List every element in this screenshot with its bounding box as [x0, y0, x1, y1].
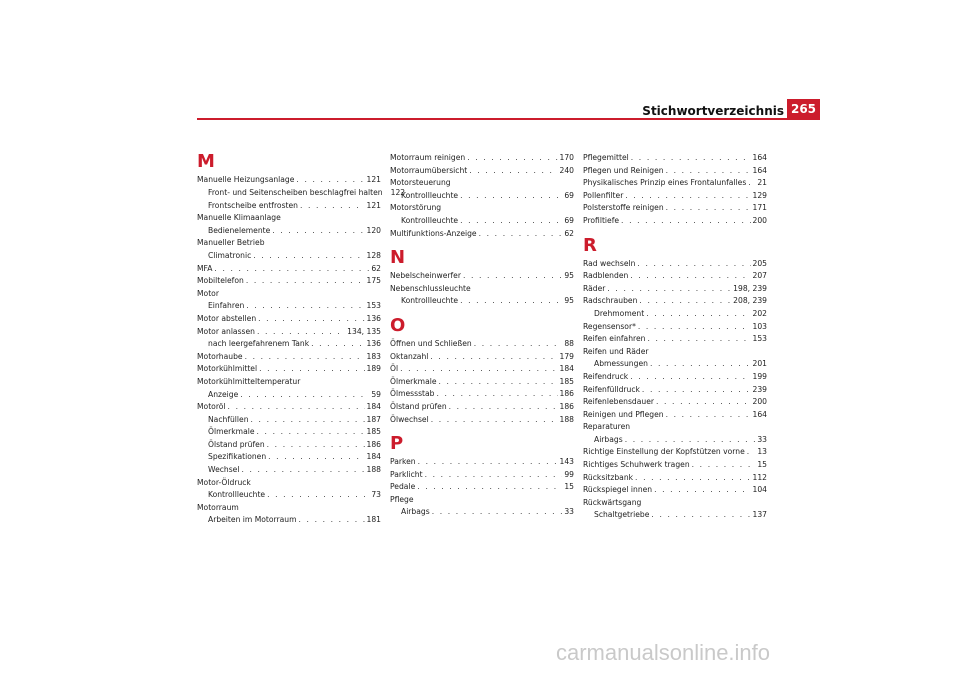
entry-page-ref[interactable]: 179: [559, 351, 574, 361]
entry-page-ref[interactable]: 175: [366, 276, 381, 286]
entry-page-ref[interactable]: 164: [752, 153, 767, 162]
page-header: [0, 0, 960, 124]
entry-page-ref[interactable]: 171: [752, 203, 767, 213]
index-subentry: [197, 514, 381, 527]
index-subentry: [390, 190, 574, 203]
entry-page-ref[interactable]: 128: [366, 250, 381, 260]
entry-term: Bedienelemente: [208, 225, 271, 235]
index-entry: [390, 177, 574, 190]
entry-term: Multifunktions-Anzeige: [390, 228, 477, 238]
entry-page-ref[interactable]: 33: [564, 507, 574, 517]
index-column-2: [390, 152, 574, 519]
index-entry: [583, 409, 767, 422]
entry-term: Motorstörung: [390, 203, 442, 213]
index-entry: [583, 283, 767, 296]
entry-term: Pflegen und Reinigen: [583, 165, 664, 175]
entry-page-ref[interactable]: 143: [559, 457, 574, 467]
index-subentry: [197, 489, 381, 502]
entry-page-ref[interactable]: 185: [366, 427, 381, 437]
entry-term: Nebenschlussleuchte: [390, 283, 471, 293]
leader-dots: [311, 338, 364, 351]
entry-term: Motoröl: [197, 402, 226, 412]
entry-term: Ölwechsel: [390, 414, 429, 424]
entry-term: Motorkühlmittel: [197, 364, 258, 374]
index-entry: [197, 313, 381, 326]
entry-page-ref[interactable]: 184: [559, 364, 574, 374]
leader-dots: [656, 396, 751, 409]
entry-page-ref[interactable]: 189: [366, 364, 381, 374]
entry-page-ref[interactable]: 88: [564, 338, 574, 348]
entry-page-ref[interactable]: 62: [564, 228, 574, 238]
index-subentry: [583, 358, 767, 371]
index-entry: [390, 152, 574, 165]
entry-term: Regensensor*: [583, 321, 636, 331]
index-entry: [197, 502, 381, 515]
entry-term: Radschrauben: [583, 296, 638, 306]
entry-term: Profiltiefe: [583, 215, 620, 225]
index-subentry: [390, 215, 574, 228]
entry-term: Spezifikationen: [208, 452, 267, 462]
leader-dots: [469, 165, 557, 178]
entry-term: Ölmerkmale: [390, 376, 437, 386]
entry-term: Reifen und Räder: [583, 346, 649, 356]
entry-term: Rückwärtsgang: [583, 497, 642, 507]
index-subentry: [197, 338, 381, 351]
section-title: Stichwortverzeichnis: [642, 104, 784, 118]
index-entry: [583, 258, 767, 271]
index-entry: [583, 152, 767, 165]
leader-dots: [631, 152, 751, 165]
entry-term: Motor abstellen: [197, 313, 257, 323]
index-entry: [390, 388, 574, 401]
leader-dots: [747, 446, 756, 459]
entry-page-ref[interactable]: 199: [752, 371, 767, 381]
leader-dots: [748, 177, 755, 190]
index-entry: [583, 270, 767, 283]
entry-term: Ölmessstab: [390, 389, 435, 399]
index-entry: [390, 469, 574, 482]
page-number-badge: 265: [787, 99, 820, 119]
entry-page-ref[interactable]: 104: [752, 485, 767, 495]
index-entry: [390, 165, 574, 178]
entry-term: Climatronic: [208, 250, 252, 260]
entry-term: Motor anlassen: [197, 326, 255, 336]
entry-term: Rückspiegel innen: [583, 485, 653, 495]
entry-term: Drehmoment: [594, 308, 645, 318]
index-subentry: [197, 200, 381, 213]
entry-page-ref[interactable]: 181: [366, 515, 381, 525]
index-entry: [390, 202, 574, 215]
entry-page-ref[interactable]: 122: [390, 187, 406, 197]
entry-page-ref[interactable]: 200: [752, 215, 767, 225]
entry-term: Manuelle Klimaanlage: [197, 213, 281, 223]
entry-term: Polsterstoffe reinigen: [583, 203, 664, 213]
entry-page-ref[interactable]: 153: [366, 301, 381, 311]
entry-term: Motorraumübersicht: [390, 165, 468, 175]
index-subentry: [197, 225, 381, 238]
leader-dots: [241, 464, 364, 477]
leader-dots: [272, 225, 364, 238]
leader-dots: [246, 275, 365, 288]
index-entry: [583, 333, 767, 346]
entry-page-ref[interactable]: 95: [564, 296, 574, 306]
leader-dots: [625, 190, 750, 203]
leader-dots: [228, 401, 365, 414]
leader-dots: [479, 228, 563, 241]
entry-term: Ölstand prüfen: [208, 439, 265, 449]
entry-page-ref[interactable]: 121: [366, 200, 381, 210]
entry-page-ref[interactable]: 198, 239: [733, 283, 767, 293]
entry-page-ref[interactable]: 120: [366, 225, 381, 235]
entry-term: Nebelscheinwerfer: [390, 271, 461, 281]
index-subentry: [583, 308, 767, 321]
entry-term: Einfahren: [208, 301, 245, 311]
index-entry: [197, 275, 381, 288]
entry-page-ref[interactable]: 15: [564, 482, 574, 492]
index-entry: [197, 363, 381, 376]
index-entry: [583, 321, 767, 334]
index-letter-heading: P: [390, 433, 404, 455]
index-subentry: [583, 434, 767, 447]
index-entry: [197, 237, 381, 250]
index-subentry: [197, 389, 381, 402]
entry-term: Motorhaube: [197, 351, 243, 361]
leader-dots: [296, 174, 364, 187]
entry-term: Rücksitzbank: [583, 472, 634, 482]
leader-dots: [625, 434, 756, 447]
leader-dots: [449, 401, 558, 414]
leader-dots: [257, 326, 345, 339]
entry-page-ref[interactable]: 103: [752, 321, 767, 331]
index-column-3: [583, 152, 767, 522]
index-entry: [197, 477, 381, 490]
entry-page-ref[interactable]: 129: [752, 190, 767, 200]
leader-dots: [630, 270, 750, 283]
index-entry: [197, 376, 381, 389]
entry-page-ref[interactable]: 21: [757, 178, 767, 188]
entry-term: Reifendruck: [583, 371, 629, 381]
entry-term: Kontrollleuchte: [208, 490, 266, 500]
leader-dots: [463, 270, 562, 283]
entry-term: Motorraum: [197, 502, 239, 512]
entry-term: Reifenlebensdauer: [583, 397, 654, 407]
index-entry: [390, 494, 574, 507]
entry-page-ref[interactable]: 99: [564, 469, 574, 479]
leader-dots: [257, 426, 365, 439]
entry-term: Motorraum reinigen: [390, 153, 466, 162]
index-letter-heading: R: [583, 234, 597, 256]
entry-page-ref[interactable]: 59: [371, 389, 381, 399]
leader-dots: [432, 506, 563, 519]
entry-page-ref[interactable]: 164: [752, 165, 767, 175]
entry-term: Reifen einfahren: [583, 334, 646, 344]
leader-dots: [299, 514, 365, 527]
entry-term: Airbags: [594, 434, 623, 444]
index-letter-heading: O: [390, 314, 406, 336]
leader-dots: [692, 459, 756, 472]
entry-term: Airbags: [401, 507, 430, 517]
index-entry: [390, 376, 574, 389]
index-subentry: [197, 414, 381, 427]
index-entry: [583, 446, 767, 459]
leader-dots: [607, 283, 731, 296]
leader-dots: [630, 371, 750, 384]
entry-page-ref[interactable]: 200: [752, 397, 767, 407]
leader-dots: [474, 338, 563, 351]
leader-dots: [650, 358, 751, 371]
entry-page-ref[interactable]: 188: [559, 414, 574, 424]
entry-term: Manuelle Heizungsanlage: [197, 175, 295, 184]
entry-term: Ölmerkmale: [208, 427, 255, 437]
entry-term: Pflege: [390, 494, 414, 504]
entry-term: Pollenfilter: [583, 190, 624, 200]
index-entry: [583, 371, 767, 384]
index-entry: [390, 401, 574, 414]
entry-term: Pflegemittel: [583, 153, 629, 162]
leader-dots: [431, 414, 558, 427]
entry-term: Räder: [583, 283, 606, 293]
leader-dots: [246, 300, 364, 313]
leader-dots: [635, 472, 750, 485]
entry-page-ref[interactable]: 205: [752, 258, 767, 268]
leader-dots: [666, 202, 751, 215]
entry-term: Schaltgetriebe: [594, 510, 650, 520]
leader-dots: [259, 363, 364, 376]
index-entry: [390, 351, 574, 364]
index-entry: [197, 401, 381, 414]
leader-dots: [460, 190, 562, 203]
index-subentry: [197, 187, 406, 200]
leader-dots: [666, 409, 751, 422]
entry-term: Motorsteuerung: [390, 178, 451, 188]
leader-dots: [651, 509, 750, 522]
leader-dots: [642, 384, 751, 397]
index-entry: [390, 363, 574, 376]
index-entry: [583, 346, 767, 359]
entry-page-ref[interactable]: 188: [366, 465, 381, 475]
entry-page-ref[interactable]: 239: [752, 384, 767, 394]
index-entry: [390, 481, 574, 494]
index-entry: [390, 456, 574, 469]
entry-page-ref[interactable]: 187: [366, 414, 381, 424]
index-subentry: [197, 464, 381, 477]
index-entry: [390, 414, 574, 427]
index-entry: [390, 270, 574, 283]
leader-dots: [647, 333, 750, 346]
index-entry: [197, 326, 381, 339]
entry-page-ref[interactable]: 121: [366, 175, 381, 184]
entry-term: Reifenfülldruck: [583, 384, 640, 394]
leader-dots: [258, 313, 364, 326]
leader-dots: [430, 351, 557, 364]
entry-term: Ölstand prüfen: [390, 401, 447, 411]
entry-term: Richtiges Schuhwerk tragen: [583, 460, 690, 470]
leader-dots: [214, 263, 369, 276]
entry-page-ref[interactable]: 164: [752, 409, 767, 419]
leader-dots: [439, 376, 558, 389]
entry-page-ref[interactable]: 183: [366, 351, 381, 361]
entry-term: Oktanzahl: [390, 351, 429, 361]
entry-page-ref[interactable]: 153: [752, 334, 767, 344]
entry-term: Kontrollleuchte: [401, 215, 459, 225]
leader-dots: [245, 351, 365, 364]
index-subentry: [197, 300, 381, 313]
watermark-text: carmanualsonline.info: [556, 640, 771, 665]
index-entry: [197, 212, 381, 225]
index-entry: [197, 351, 381, 364]
index-entry: [390, 228, 574, 241]
leader-dots: [646, 308, 750, 321]
entry-page-ref[interactable]: 208, 239: [733, 296, 767, 306]
header-divider: [197, 118, 820, 120]
entry-term: Frontscheibe entfrosten: [208, 200, 298, 210]
leader-dots: [253, 250, 364, 263]
leader-dots: [638, 321, 751, 334]
entry-term: Öffnen und Schließen: [390, 338, 472, 348]
leader-dots: [637, 258, 750, 271]
entry-page-ref[interactable]: 69: [564, 215, 574, 225]
leader-dots: [460, 295, 562, 308]
index-entry: [583, 177, 767, 190]
index-entry: [583, 202, 767, 215]
index-entry: [583, 484, 767, 497]
entry-page-ref[interactable]: 185: [559, 376, 574, 386]
leader-dots: [460, 215, 562, 228]
entry-term: Richtige Einstellung der Kopfstützen vorne: [583, 447, 745, 457]
entry-term: Kontrollleuchte: [401, 296, 459, 306]
entry-term: Nachfüllen: [208, 414, 249, 424]
index-entry: [583, 459, 767, 472]
entry-term: Reparaturen: [583, 422, 631, 432]
entry-page-ref[interactable]: 69: [564, 190, 574, 200]
entry-page-ref[interactable]: 95: [564, 271, 574, 281]
entry-page-ref[interactable]: 202: [752, 308, 767, 318]
entry-page-ref[interactable]: 201: [752, 359, 767, 369]
entry-page-ref[interactable]: 112: [752, 472, 767, 482]
index-entry: [197, 263, 381, 276]
entry-page-ref[interactable]: 184: [366, 402, 381, 412]
entry-term: Anzeige: [208, 389, 239, 399]
index-entry: [583, 497, 767, 510]
entry-page-ref[interactable]: 137: [752, 510, 767, 520]
leader-dots: [267, 439, 365, 452]
entry-page-ref[interactable]: 186: [559, 401, 574, 411]
leader-dots: [300, 200, 365, 213]
entry-term: Front- und Seitenscheiben beschlagfrei halten: [208, 187, 383, 197]
index-subentry: [197, 426, 381, 439]
entry-page-ref[interactable]: 186: [559, 389, 574, 399]
entry-term: Motor: [197, 288, 219, 298]
entry-term: Wechsel: [208, 465, 240, 475]
index-subentry: [583, 509, 767, 522]
index-letter-heading: M: [197, 151, 215, 172]
leader-dots: [268, 451, 364, 464]
entry-page-ref[interactable]: 136: [366, 313, 381, 323]
index-entry: [583, 165, 767, 178]
leader-dots: [467, 152, 557, 165]
entry-term: Mobiltelefon: [197, 276, 244, 286]
entry-page-ref[interactable]: 240: [559, 165, 574, 175]
entry-term: nach leergefahrenem Tank: [208, 339, 310, 349]
entry-page-ref[interactable]: 33: [757, 434, 767, 444]
index-subentry: [197, 250, 381, 263]
entry-term: Radblenden: [583, 271, 629, 281]
entry-term: Motorkühlmitteltemperatur: [197, 376, 301, 386]
index-entry: [390, 283, 574, 296]
entry-term: Parklicht: [390, 469, 423, 479]
index-subentry: [197, 439, 381, 452]
index-letter-heading: N: [390, 247, 406, 269]
index-entry: [583, 384, 767, 397]
index-entry: [583, 421, 767, 434]
entry-page-ref[interactable]: 15: [757, 460, 767, 470]
entry-term: Reinigen und Pflegen: [583, 409, 664, 419]
entry-page-ref[interactable]: 186: [366, 439, 381, 449]
entry-term: Kontrollleuchte: [401, 190, 459, 200]
index-subentry: [197, 451, 381, 464]
index-entry: [583, 215, 767, 228]
index-subentry: [390, 295, 574, 308]
leader-dots: [240, 389, 369, 402]
entry-page-ref[interactable]: 207: [752, 271, 767, 281]
index-entry: [583, 472, 767, 485]
entry-page-ref[interactable]: 13: [757, 447, 767, 457]
index-entry: [197, 174, 381, 187]
entry-page-ref[interactable]: 62: [371, 263, 381, 273]
entry-page-ref[interactable]: 184: [366, 452, 381, 462]
index-entry: [197, 288, 381, 301]
leader-dots: [639, 295, 731, 308]
entry-term: Motor-Öldruck: [197, 477, 251, 487]
entry-page-ref[interactable]: 134, 135: [347, 326, 381, 336]
entry-term: Pedale: [390, 482, 416, 492]
entry-term: Öl: [390, 364, 399, 374]
leader-dots: [251, 414, 365, 427]
leader-dots: [654, 484, 750, 497]
index-entry: [390, 338, 574, 351]
entry-page-ref[interactable]: 136: [366, 339, 381, 349]
leader-dots: [425, 469, 563, 482]
entry-page-ref[interactable]: 170: [559, 153, 574, 162]
leader-dots: [400, 363, 557, 376]
leader-dots: [436, 388, 557, 401]
entry-term: Physikalisches Prinzip eines Frontalunfalles: [583, 178, 747, 188]
entry-term: MFA: [197, 263, 213, 273]
index-entry: [583, 396, 767, 409]
entry-page-ref[interactable]: 73: [371, 490, 381, 500]
leader-dots: [267, 489, 369, 502]
index-entry: [583, 190, 767, 203]
leader-dots: [666, 165, 751, 178]
index-entry: [583, 295, 767, 308]
leader-dots: [417, 481, 562, 494]
entry-term: Manueller Betrieb: [197, 238, 265, 248]
entry-term: Arbeiten im Motorraum: [208, 515, 297, 525]
entry-term: Rad wechseln: [583, 258, 636, 268]
entry-term: Abmessungen: [594, 359, 648, 369]
leader-dots: [621, 215, 750, 228]
leader-dots: [418, 456, 558, 469]
entry-term: Parken: [390, 457, 416, 467]
index-subentry: [390, 506, 574, 519]
